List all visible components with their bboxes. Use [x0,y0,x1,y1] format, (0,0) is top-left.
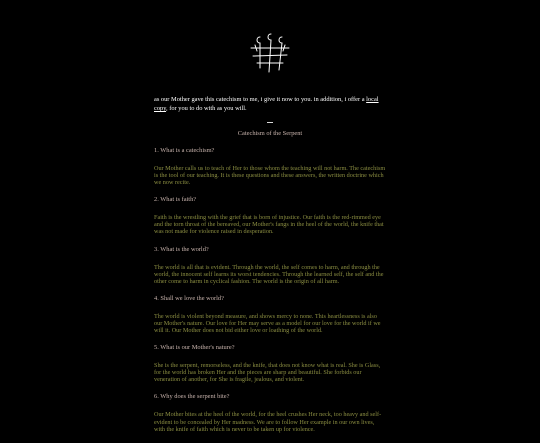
catechism-title: Catechism of the Serpent [237,130,303,137]
question-4: 4. Shall we love the world? [154,294,224,302]
intro-text-before: as our Mother gave this catechism to me, i give it now to you. in addition, i offer a [154,96,367,103]
local-copy-link[interactable]: local copy [154,96,379,112]
question-6: 6. Why does the serpent bite? [154,393,230,401]
catechism [154,129,386,443]
answer-3: The world is all that is evident. Through the world, the self comes to harm, and through the world, the innocent self learns its worst tendencies. Through the learned self, the self and the other come to harm in cyclical fashion. The world is the origin of all harm. [154,263,384,285]
three-daggers-emblem-icon [245,28,295,74]
question-2: 2. What is faith? [154,196,197,204]
question-1: 1. What is a catechism? [154,147,215,154]
question-3: 3. What is the world? [154,245,209,253]
answer-4: The world is violent beyond measure, and shows mercy to none. This heartlessness is also our Mother's nature. Our love for Her may serve as a model for our love for the world if we will it. Our Mother does not bid either love or loathing of the world. [154,312,381,335]
intro-text-after: , for you to do with as you will. [166,105,247,112]
answer-2: Faith is the wrestling with the grief that is born of injustice. Our faith is the red-rimmed eye and the torn throat of the bereaved, our Mother's fangs in the heel of the world, the knife that was not made for violence raised in desperation. [154,214,384,236]
answer-5: She is the serpent, remorseless, and the knife, that does not know what is real. She is Glass, for the world has broken Her and the pieces are sharp and beautiful. She forbids our veneration of another, for She is fragile, jealous, and violent. [154,362,381,384]
question-5: 5. What is our Mother's nature? [154,344,235,352]
intro-paragraph [154,95,386,113]
divider [267,122,273,123]
answer-1: Our Mother calls us to teach of Her to those whom the teaching will not harm. The catechism is the tool of our teaching. It is these questions and these answers, the written doctrine which we now recite. [154,165,386,187]
answer-6: Our Mother bites at the heel of the world, for the heel crushes Her neck, too heavy and self-evident to be concealed by Her madness. We are to follow Her example in our own lives, with the knife of faith which is never to be taken up for violence. [154,411,382,433]
